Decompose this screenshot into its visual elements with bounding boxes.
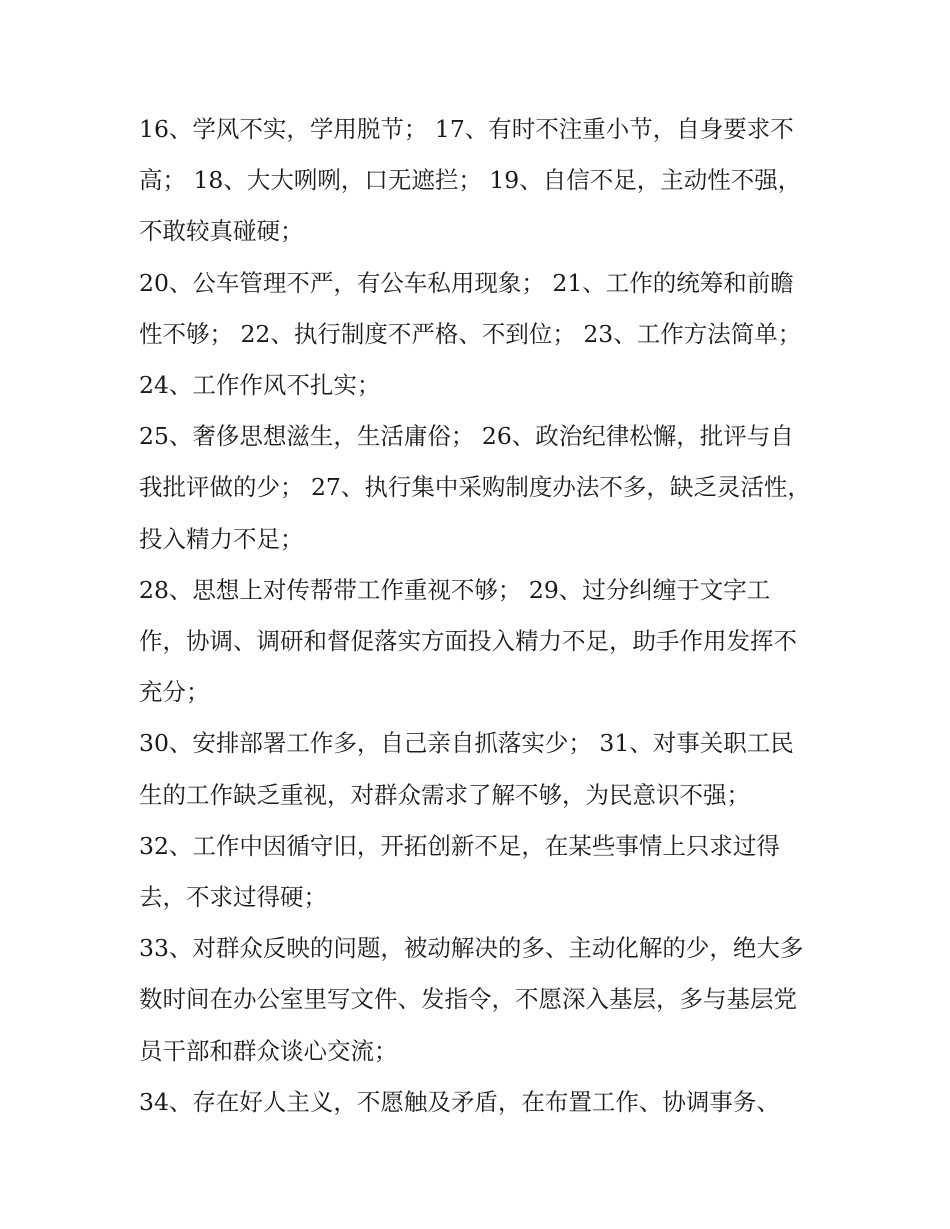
paragraph-items-25-27: 25、奢侈思想滋生，生活庸俗； 26、政治纪律松懈，批评与自我批评做的少； 27、执行集中采购制度办法不多，缺乏灵活性，投入精力不足； bbox=[139, 422, 811, 553]
paragraph-items-20-24: 20、公车管理不严，有公车私用现象； 21、工作的统筹和前瞻性不够； 22、执行制度不严格、不到位； 23、工作方法简单； 24、工作作风不扎实； bbox=[139, 268, 802, 400]
paragraph-items-16-19: 16、学风不实，学用脱节； 17、有时不注重小节，自身要求不高； 18、大大咧咧，口无遮拦； 19、自信不足，主动性不强，不敢较真碰硬； bbox=[139, 115, 802, 246]
paragraph-items-28-29: 28、思想上对传帮带工作重视不够； 29、过分纠缠于文字工作，协调、调研和督促落实方面投入精力不足，助手作用发挥不充分； bbox=[139, 575, 797, 707]
paragraph-item-34: 34、存在好人主义，不愿触及矛盾，在布置工作、协调事务、 bbox=[139, 1087, 780, 1116]
paragraph-item-33: 33、对群众反映的问题，被动解决的多、主动化解的少，绝大多数时间在办公室里写文件、发指令，不愿深入基层，多与基层党员干部和群众谈心交流； bbox=[139, 934, 804, 1065]
paragraph-items-30-31: 30、安排部署工作多，自己亲自抓落实少； 31、对事关职工民生的工作缺乏重视，对群众需求了解不够，为民意识不强； bbox=[139, 729, 794, 809]
document-body bbox=[139, 104, 814, 1128]
paragraph-item-32: 32、工作中因循守旧，开拓创新不足，在某些事情上只求过得去，不求过得硬； bbox=[139, 831, 780, 912]
